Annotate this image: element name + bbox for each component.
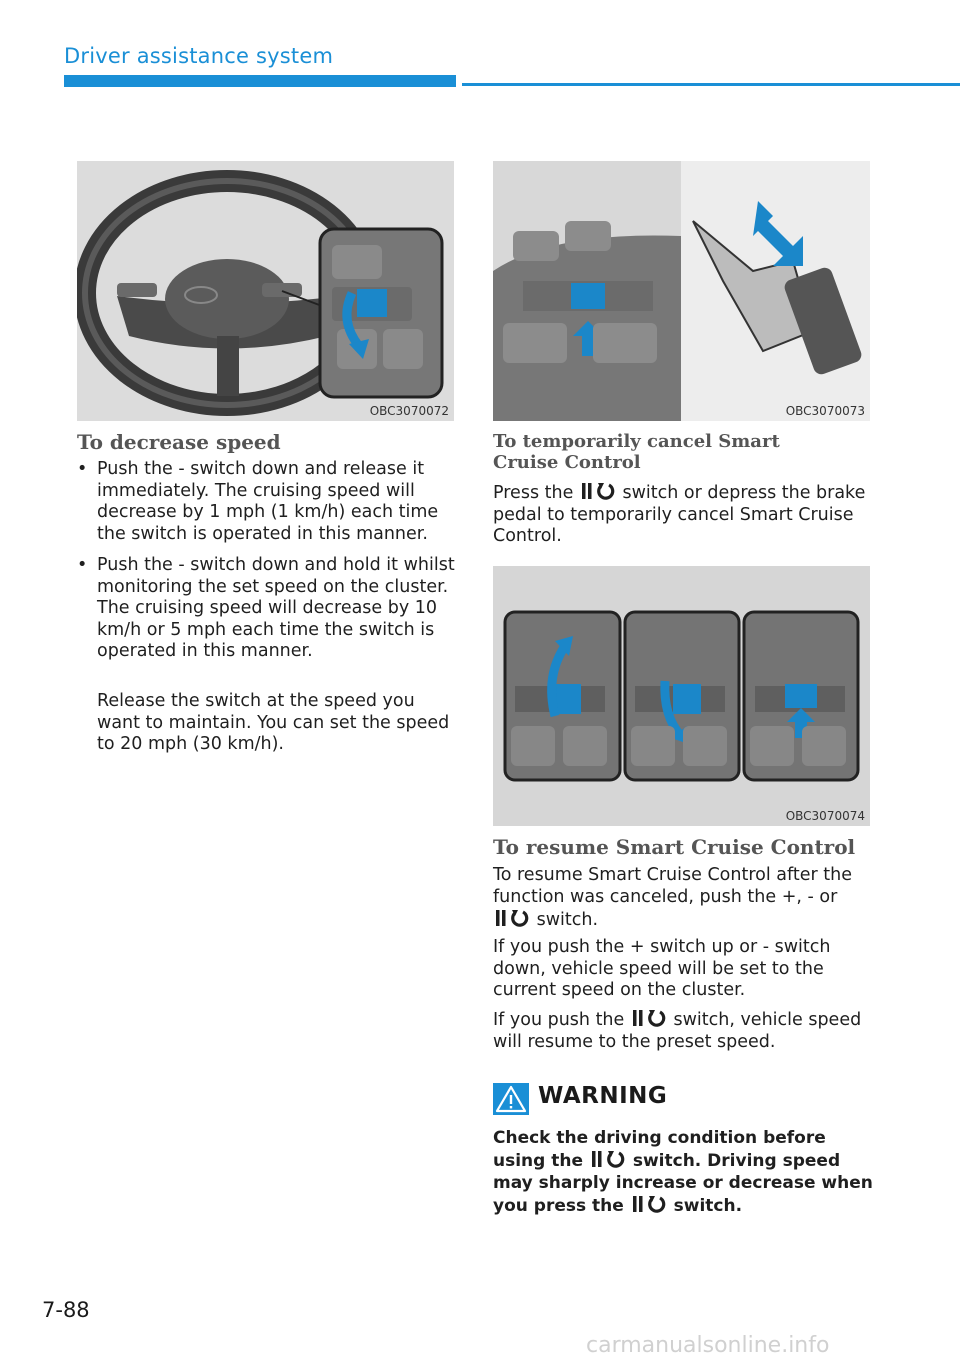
resume-paragraph-3: If you push the switch, vehicle speed will resume to the preset speed. [493, 1010, 862, 1052]
figure-code: OBC3070073 [785, 404, 865, 418]
pause-resume-switch-icon [630, 1194, 668, 1214]
watermark: carmanualsonline.info [586, 1333, 830, 1358]
bullet-note: Release the switch at the speed you want to maintain. You can set the speed to 20 mph (30 km/h). [97, 691, 450, 754]
section-title: Driver assistance system [64, 44, 334, 68]
page-number: 7-88 [42, 1298, 90, 1322]
figure-code: OBC3070074 [785, 809, 865, 823]
heading-resume: To resume Smart Cruise Control [493, 835, 856, 859]
cancel-illustration [493, 161, 870, 421]
resume-illustration [493, 566, 870, 826]
pause-resume-switch-icon [589, 1149, 627, 1169]
resume-paragraph-1: To resume Smart Cruise Control after the function was canceled, push the +, - or switch. [493, 865, 852, 930]
list-item: • Push the - switch down and release it immediately. The cruising speed will decrease by 1 mph (1 km/h) each time the switch is operated in this manner. [77, 459, 439, 544]
header-rule-thin [462, 83, 960, 86]
steering-wheel-illustration [77, 161, 454, 421]
figure-steering-wheel [77, 161, 454, 421]
figure-cancel-switch-pedal [493, 161, 870, 421]
pause-resume-switch-icon [493, 908, 531, 928]
warning-label: WARNING [538, 1083, 668, 1109]
list-item: • Push the - switch down and hold it whilst monitoring the set speed on the cluster. The cruising speed will decrease by 10 km/h or 5 mph each time the switch is operated in this manner. [77, 555, 455, 661]
figure-code: OBC3070072 [369, 404, 449, 418]
cancel-paragraph: Press the switch or depress the brake pedal to temporarily cancel Smart Cruise Control. [493, 483, 866, 546]
resume-paragraph-2: If you push the + switch up or - switch down, vehicle speed will be set to the current speed on the cluster. [493, 937, 831, 1000]
pause-resume-switch-icon [630, 1008, 668, 1028]
bullet-marker: • [77, 459, 88, 479]
warning-triangle-icon [493, 1083, 529, 1115]
heading-decrease-speed: To decrease speed [77, 430, 281, 454]
heading-cancel: To temporarily cancel Smart Cruise Control [493, 431, 780, 473]
warning-text: Check the driving condition before using the switch. Driving speed may sharply increase or decrease when you press the switch. [493, 1128, 873, 1216]
figure-resume-switches [493, 566, 870, 826]
header-rule-thick [64, 75, 456, 87]
bullet-marker: • [77, 555, 88, 575]
pause-resume-switch-icon [579, 481, 617, 501]
